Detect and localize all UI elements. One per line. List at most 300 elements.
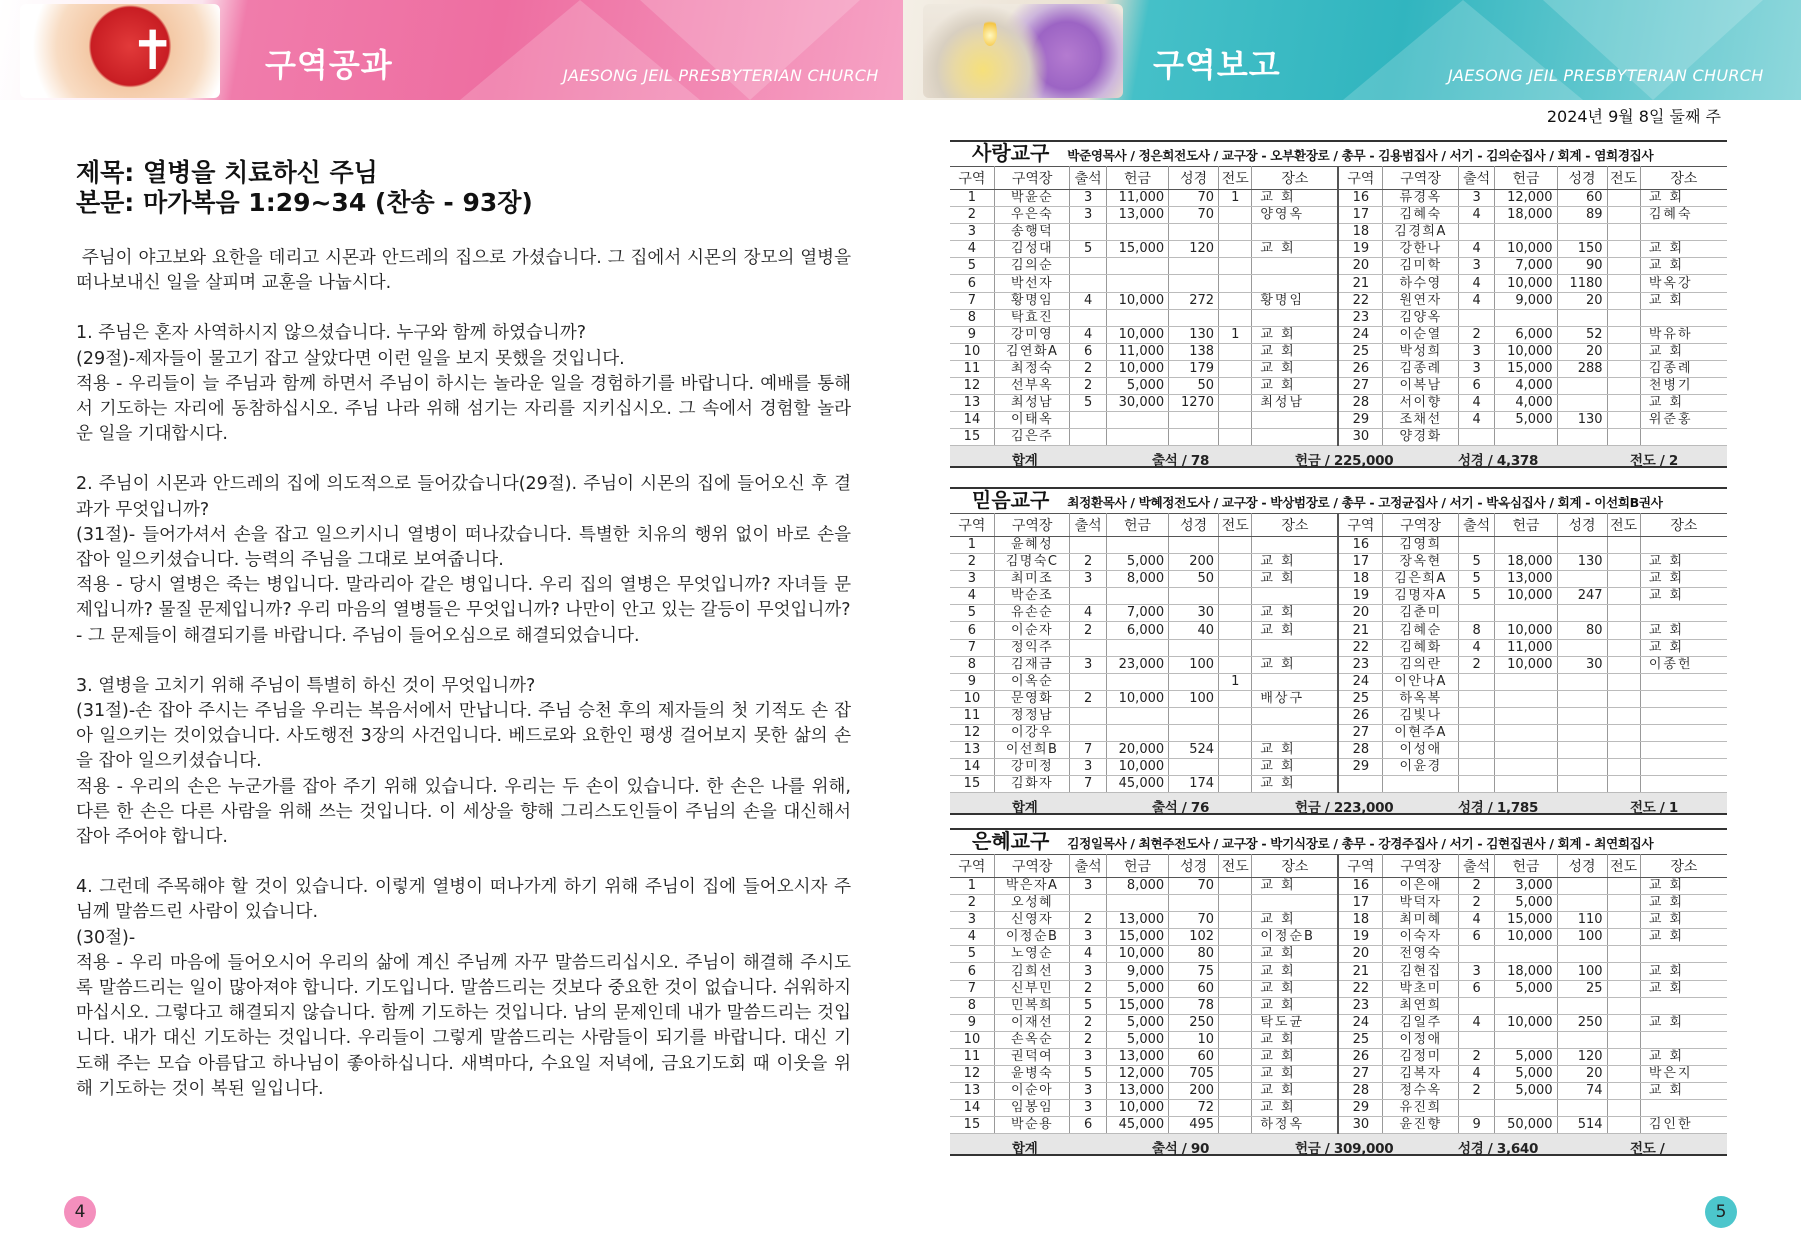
- table-cell: [1219, 878, 1252, 895]
- table-cell: [1458, 707, 1495, 724]
- page-number-right: 5: [1705, 1196, 1737, 1228]
- table-cell: [1557, 673, 1607, 690]
- table-cell: 1: [1219, 326, 1252, 343]
- table-cell: [1607, 690, 1640, 707]
- table-cell: [1169, 895, 1219, 912]
- lesson-paragraph: 주님이 야고보와 요한을 데리고 시몬과 안드레의 집으로 가셨습니다. 그 집에서 시몬의 장모의 열병을 떠나보내신 일을 살피며 교훈을 나눕시다.: [76, 248, 857, 294]
- table-cell: 4: [1458, 395, 1495, 412]
- table-cell: 1: [950, 190, 994, 207]
- table-cell: [1252, 429, 1339, 446]
- lesson-paragraph: (31절)- 들어가셔서 손을 잡고 일으키시니 열병이 떠나갔습니다. 특별한 치유의 행위 없이 바로 손을 잡아 일으키셨습니다. 능력의 주님을 그대로 보여줍니다.: [76, 524, 857, 571]
- table-cell: [1607, 309, 1640, 326]
- report-banner-title: 구역보고: [1153, 46, 1281, 84]
- table-cell: 130: [1169, 326, 1219, 343]
- table-cell: 조채선: [1383, 412, 1458, 429]
- table-cell: 21: [1338, 963, 1382, 980]
- table-cell: 40: [1169, 622, 1219, 639]
- table-cell: 교 회: [1640, 343, 1727, 360]
- table-cell: 10,000: [1106, 946, 1168, 963]
- table-row: [950, 759, 1727, 776]
- table-cell: 10: [950, 690, 994, 707]
- table-cell: 2: [1070, 378, 1107, 395]
- table-cell: [1219, 395, 1252, 412]
- table-cell: [1495, 759, 1557, 776]
- table-row: [950, 605, 1727, 622]
- table-cell: 9: [950, 673, 994, 690]
- table-cell: 2: [1458, 1083, 1495, 1100]
- table-cell: 2: [1070, 1014, 1107, 1031]
- table-cell: 박은지: [1640, 1066, 1727, 1083]
- table-cell: 10,000: [1495, 275, 1557, 292]
- table-cell: 8,000: [1106, 878, 1168, 895]
- table-cell: 23: [1338, 997, 1382, 1014]
- table-cell: 7: [1070, 742, 1107, 759]
- table-cell: 교 회: [1640, 241, 1727, 258]
- table-row: [950, 571, 1727, 588]
- table-cell: 10,000: [1106, 326, 1168, 343]
- table-cell: 12,000: [1106, 1066, 1168, 1083]
- table-cell: [1219, 639, 1252, 656]
- table-cell: 28: [1338, 1083, 1382, 1100]
- table-cell: [1458, 776, 1495, 793]
- table-row: [950, 588, 1727, 605]
- table-cell: [1169, 707, 1219, 724]
- lesson-paragraph: 적용 - 우리의 손은 누군가를 잡아 주기 위해 있습니다. 우리는 두 손이 있습니다. 한 손은 나를 위해, 다른 한 손은 다른 사람을 위해 쓰는 것입니다. 이 세상을 향해 그리스도인들이 주님의 손을 대신해서 잡아 주어야 합니다.: [76, 776, 857, 848]
- table-cell: 15,000: [1106, 241, 1168, 258]
- table-cell: 최미조: [994, 571, 1069, 588]
- totals-bible: 성경 / 3,640: [1458, 1141, 1539, 1158]
- column-header: 출석: [1070, 514, 1107, 537]
- table-cell: 15,000: [1495, 360, 1557, 377]
- table-cell: 13,000: [1495, 571, 1557, 588]
- table-cell: 19: [1338, 929, 1382, 946]
- column-header: 성경: [1169, 167, 1219, 190]
- table-cell: 11,000: [1495, 639, 1557, 656]
- table-cell: 황명임: [1252, 292, 1339, 309]
- table-cell: 원연자: [1383, 292, 1458, 309]
- table-cell: 문영화: [994, 690, 1069, 707]
- table-cell: 200: [1169, 554, 1219, 571]
- table-cell: [1640, 707, 1727, 724]
- table-cell: [1607, 537, 1640, 554]
- district-name: 사랑교구: [972, 141, 1050, 165]
- table-cell: 이종헌: [1640, 656, 1727, 673]
- column-header: 구역: [950, 167, 994, 190]
- table-cell: 이은애: [1383, 878, 1458, 895]
- table-cell: 7: [950, 292, 994, 309]
- table-cell: 19: [1338, 588, 1382, 605]
- table-cell: [1219, 929, 1252, 946]
- district-totals: [950, 1134, 1727, 1156]
- table-cell: 100: [1557, 929, 1607, 946]
- table-cell: 15: [950, 429, 994, 446]
- table-cell: 4,000: [1495, 395, 1557, 412]
- table-cell: 524: [1169, 742, 1219, 759]
- table-cell: [1607, 878, 1640, 895]
- table-cell: [1557, 690, 1607, 707]
- table-row: [950, 656, 1727, 673]
- table-cell: [1557, 725, 1607, 742]
- table-cell: [1252, 258, 1339, 275]
- column-header: 출석: [1070, 855, 1107, 878]
- table-cell: [1607, 207, 1640, 224]
- table-cell: 30: [1557, 656, 1607, 673]
- table-cell: 23,000: [1106, 656, 1168, 673]
- table-row: [950, 258, 1727, 275]
- table-cell: [1607, 241, 1640, 258]
- table-cell: 신영자: [994, 912, 1069, 929]
- table-cell: 80: [1557, 622, 1607, 639]
- table-row: [950, 292, 1727, 309]
- table-cell: 22: [1338, 980, 1382, 997]
- table-cell: 최연희: [1383, 997, 1458, 1014]
- table-cell: 4: [1458, 275, 1495, 292]
- column-header: 전도: [1219, 855, 1252, 878]
- table-cell: 7: [950, 639, 994, 656]
- totals-evangelism: 전도 /: [1630, 1141, 1665, 1158]
- table-cell: 1: [1219, 673, 1252, 690]
- table-cell: [1252, 673, 1339, 690]
- table-cell: 교 회: [1252, 605, 1339, 622]
- table-cell: 174: [1169, 776, 1219, 793]
- table-cell: 이순자: [994, 622, 1069, 639]
- table-cell: 정익주: [994, 639, 1069, 656]
- table-row: [950, 997, 1727, 1014]
- table-cell: [1607, 292, 1640, 309]
- table-cell: 김일주: [1383, 1014, 1458, 1031]
- table-cell: 3: [1458, 190, 1495, 207]
- table-cell: 교 회: [1252, 554, 1339, 571]
- table-cell: 1: [950, 537, 994, 554]
- table-cell: 2: [950, 895, 994, 912]
- table-cell: 김의란: [1383, 656, 1458, 673]
- table-cell: 10,000: [1495, 343, 1557, 360]
- column-header: 구역: [1338, 855, 1382, 878]
- table-cell: 박덕자: [1383, 895, 1458, 912]
- table-cell: 우은숙: [994, 207, 1069, 224]
- table-cell: [1557, 571, 1607, 588]
- district-staff: 최정환목사 / 박혜정전도사 / 교구장 - 박상범장로 / 총무 - 고정균집사 / 서기 - 박옥심집사 / 회계 - 이선희B권사: [1067, 495, 1663, 510]
- table-cell: 이현주A: [1383, 725, 1458, 742]
- table-cell: 10,000: [1106, 759, 1168, 776]
- lesson-banner-title: 구역공과: [265, 46, 393, 84]
- table-cell: 25: [1338, 343, 1382, 360]
- table-cell: [1219, 1083, 1252, 1100]
- table-cell: [1607, 759, 1640, 776]
- table-cell: [1219, 742, 1252, 759]
- table-cell: 27: [1338, 1066, 1382, 1083]
- table-cell: [1495, 429, 1557, 446]
- table-cell: [1252, 725, 1339, 742]
- table-cell: 3: [1070, 759, 1107, 776]
- table-cell: 김복자: [1383, 1066, 1458, 1083]
- table-cell: [1607, 258, 1640, 275]
- table-cell: 김정미: [1383, 1048, 1458, 1065]
- lesson-paragraph: 적용 - 우리 마음에 들어오시어 우리의 삶에 계신 주님께 자꾸 말씀드리십시오. 주님이 해결해 주시도록 말씀드리는 일이 많아져야 합니다. 기도입니다. 말씀드리는 것보다 중요한 것이 없습니다. 쉬워하지 마십시오. 그렇다고 해결되지 않습니다. 함께 기도하는 것입니다. 남의 문제인데 내가 말씀드리는 것입니다. 내가 대신 기도하는 것입니다. 우리들이 그렇게 말씀드리는 사람들이 되기를 바랍니다. 대신 기도해 주는 모습 아름답고 하나님이 좋아하십니다. 새벽마다, 수요일 저녁에, 금요기도회 때 이웃을 위해 기도하는 것이 복된 일입니다.: [76, 952, 857, 1099]
- column-header: 헌금: [1495, 167, 1557, 190]
- table-cell: [1607, 275, 1640, 292]
- table-cell: 이윤경: [1383, 759, 1458, 776]
- table-cell: [1495, 1100, 1557, 1117]
- table-cell: [1458, 605, 1495, 622]
- table-cell: [1640, 1031, 1727, 1048]
- table-cell: 배상구: [1252, 690, 1339, 707]
- table-row: [950, 673, 1727, 690]
- table-cell: [1557, 707, 1607, 724]
- table-cell: 11,000: [1106, 190, 1168, 207]
- lesson-column: [76, 158, 857, 1102]
- table-cell: 50: [1169, 571, 1219, 588]
- table-cell: 272: [1169, 292, 1219, 309]
- table-cell: [1070, 707, 1107, 724]
- heart-hands-image: [20, 4, 220, 98]
- district-staff: 박준영목사 / 정은희전도사 / 교구장 - 오부환장로 / 총무 - 김용범집사 / 서기 - 김의순집사 / 회계 - 염희경집사: [1067, 148, 1654, 163]
- table-cell: [1640, 309, 1727, 326]
- table-cell: 강미영: [994, 326, 1069, 343]
- table-cell: 교 회: [1252, 190, 1339, 207]
- table-cell: [1495, 605, 1557, 622]
- table-cell: 교 회: [1640, 292, 1727, 309]
- table-cell: 16: [1338, 190, 1382, 207]
- table-cell: [1495, 725, 1557, 742]
- table-cell: 15,000: [1106, 997, 1168, 1014]
- table-cell: 30,000: [1106, 395, 1168, 412]
- totals-label: 합계: [1012, 1141, 1038, 1158]
- table-cell: [1219, 1066, 1252, 1083]
- table-cell: 3: [950, 912, 994, 929]
- table-cell: [1458, 742, 1495, 759]
- table-cell: 교 회: [1640, 395, 1727, 412]
- table-cell: 5: [1458, 571, 1495, 588]
- table-cell: 60: [1557, 190, 1607, 207]
- table-cell: 74: [1557, 1083, 1607, 1100]
- table-cell: 27: [1338, 378, 1382, 395]
- table-cell: 12: [950, 1066, 994, 1083]
- table-cell: 하옥복: [1383, 690, 1458, 707]
- table-cell: 2: [950, 207, 994, 224]
- table-cell: [1252, 895, 1339, 912]
- table-cell: 3: [950, 571, 994, 588]
- table-row: [950, 707, 1727, 724]
- table-cell: 200: [1169, 1083, 1219, 1100]
- table-cell: 11: [950, 360, 994, 377]
- table-cell: 21: [1338, 275, 1382, 292]
- table-cell: 23: [1338, 309, 1382, 326]
- table-cell: 교 회: [1640, 980, 1727, 997]
- column-header: 성경: [1557, 167, 1607, 190]
- table-cell: [1458, 946, 1495, 963]
- table-cell: 75: [1169, 963, 1219, 980]
- table-cell: [1219, 912, 1252, 929]
- table-cell: 천병기: [1640, 378, 1727, 395]
- district-section-eunhye: [950, 828, 1727, 1156]
- table-cell: 박성희: [1383, 343, 1458, 360]
- table-cell: [1607, 1083, 1640, 1100]
- table-cell: [1219, 656, 1252, 673]
- table-cell: [1252, 639, 1339, 656]
- table-row: [950, 912, 1727, 929]
- table-cell: 김성대: [994, 241, 1069, 258]
- table-cell: [1495, 673, 1557, 690]
- table-cell: 박순용: [994, 1117, 1069, 1134]
- paragraph-gap: [76, 850, 851, 875]
- table-cell: [1219, 707, 1252, 724]
- column-header: 장소: [1640, 855, 1727, 878]
- table-cell: 교 회: [1252, 759, 1339, 776]
- totals-label: 합계: [1012, 800, 1038, 817]
- table-cell: 6: [1458, 378, 1495, 395]
- lesson-paragraph: (29절)-제자들이 물고기 잡고 살았다면 이런 일을 보지 못했을 것입니다.: [76, 348, 625, 369]
- table-cell: 3: [1070, 929, 1107, 946]
- lesson-body: [76, 246, 857, 1102]
- column-header: 전도: [1607, 167, 1640, 190]
- table-cell: 김양옥: [1383, 309, 1458, 326]
- table-cell: 5,000: [1495, 412, 1557, 429]
- column-header: 성경: [1169, 514, 1219, 537]
- table-cell: 김명숙C: [994, 554, 1069, 571]
- table-cell: [1607, 776, 1640, 793]
- table-cell: 5,000: [1106, 1031, 1168, 1048]
- table-cell: 2: [1070, 360, 1107, 377]
- table-cell: [1607, 190, 1640, 207]
- table-cell: 이태옥: [994, 412, 1069, 429]
- table-cell: [1070, 429, 1107, 446]
- table-cell: 김화자: [994, 776, 1069, 793]
- table-cell: 2: [1070, 912, 1107, 929]
- paragraph-gap: [76, 649, 851, 674]
- table-cell: [1219, 946, 1252, 963]
- table-cell: 강미정: [994, 759, 1069, 776]
- table-cell: [1219, 1048, 1252, 1065]
- table-row: [950, 963, 1727, 980]
- table-cell: [1106, 639, 1168, 656]
- table-cell: 교 회: [1252, 776, 1339, 793]
- table-cell: [1557, 378, 1607, 395]
- lesson-banner-subtitle: JAESONG JEIL PRESBYTERIAN CHURCH: [563, 66, 879, 85]
- table-cell: 교 회: [1252, 878, 1339, 895]
- table-cell: 7: [950, 980, 994, 997]
- table-cell: [1640, 673, 1727, 690]
- table-cell: 288: [1557, 360, 1607, 377]
- table-cell: 10: [1169, 1031, 1219, 1048]
- table-cell: 6: [950, 622, 994, 639]
- table-cell: 25: [1557, 980, 1607, 997]
- table-cell: 20: [1338, 258, 1382, 275]
- table-cell: [1219, 1014, 1252, 1031]
- totals-label: 합계: [1012, 453, 1038, 470]
- table-cell: 5: [1070, 997, 1107, 1014]
- table-cell: 교 회: [1252, 912, 1339, 929]
- table-cell: 52: [1557, 326, 1607, 343]
- table-cell: 5: [1070, 1066, 1107, 1083]
- table-cell: 6: [950, 963, 994, 980]
- lesson-paragraph: 3. 열병을 고치기 위해 주님이 특별히 하신 것이 무엇입니까?: [76, 675, 536, 696]
- table-cell: 교 회: [1252, 360, 1339, 377]
- table-cell: 김의순: [994, 258, 1069, 275]
- table-cell: 10,000: [1106, 1100, 1168, 1117]
- table-cell: [1070, 725, 1107, 742]
- table-cell: 4: [1458, 292, 1495, 309]
- table-cell: [1219, 429, 1252, 446]
- report-banner-subtitle: JAESONG JEIL PRESBYTERIAN CHURCH: [1448, 66, 1764, 85]
- table-cell: [1495, 742, 1557, 759]
- table-cell: 29: [1338, 1100, 1382, 1117]
- table-cell: 최성남: [994, 395, 1069, 412]
- table-cell: [1495, 537, 1557, 554]
- paragraph-gap: [76, 296, 851, 321]
- table-cell: 6: [1458, 929, 1495, 946]
- table-cell: 5,000: [1106, 1014, 1168, 1031]
- table-row: [950, 309, 1727, 326]
- table-cell: 이성애: [1383, 742, 1458, 759]
- table-cell: 강한나: [1383, 241, 1458, 258]
- table-cell: 선부옥: [994, 378, 1069, 395]
- table-cell: 3: [1070, 1083, 1107, 1100]
- table-cell: 교 회: [1252, 1066, 1339, 1083]
- table-cell: [1640, 224, 1727, 241]
- table-cell: 29: [1338, 759, 1382, 776]
- lesson-paragraph: 적용 - 당시 열병은 죽는 병입니다. 말라리아 같은 병입니다. 우리 집의 열병은 무엇입니까? 자녀들 문제입니까? 물질 문제입니까? 우리 마음의 열병들은 무엇입니까? 나만이 안고 있는 갈등이 무엇입니까?: [76, 575, 851, 621]
- table-cell: 13,000: [1106, 207, 1168, 224]
- table-cell: [1458, 429, 1495, 446]
- table-cell: 이안나A: [1383, 673, 1458, 690]
- table-cell: [1607, 929, 1640, 946]
- table-cell: 이순열: [1383, 326, 1458, 343]
- table-cell: 교 회: [1640, 190, 1727, 207]
- table-cell: 6: [1070, 343, 1107, 360]
- table-cell: 8: [950, 656, 994, 673]
- table-cell: 윤병숙: [994, 1066, 1069, 1083]
- table-cell: 72: [1169, 1100, 1219, 1117]
- table-cell: 3: [1070, 1100, 1107, 1117]
- table-cell: 60: [1169, 980, 1219, 997]
- table-cell: [1458, 309, 1495, 326]
- column-header: 헌금: [1106, 167, 1168, 190]
- table-cell: [1495, 997, 1557, 1014]
- table-cell: 15: [950, 1117, 994, 1134]
- table-cell: [1607, 912, 1640, 929]
- table-cell: [1495, 776, 1557, 793]
- table-cell: 18,000: [1495, 207, 1557, 224]
- table-cell: 교 회: [1252, 571, 1339, 588]
- table-cell: [1557, 742, 1607, 759]
- column-header: 구역장: [1383, 167, 1458, 190]
- table-cell: 박선자: [994, 275, 1069, 292]
- table-cell: [1338, 776, 1382, 793]
- table-cell: 20: [1338, 605, 1382, 622]
- table-cell: 김현집: [1383, 963, 1458, 980]
- table-cell: [1640, 997, 1727, 1014]
- table-cell: 18,000: [1495, 963, 1557, 980]
- table-cell: [1219, 690, 1252, 707]
- table-cell: 교 회: [1640, 588, 1727, 605]
- table-cell: 교 회: [1252, 1048, 1339, 1065]
- table-cell: [1607, 429, 1640, 446]
- table-cell: 514: [1557, 1117, 1607, 1134]
- table-cell: [1607, 395, 1640, 412]
- table-cell: 3: [1070, 963, 1107, 980]
- table-cell: [1169, 588, 1219, 605]
- table-cell: 120: [1557, 1048, 1607, 1065]
- table-cell: 노영순: [994, 946, 1069, 963]
- table-cell: 10,000: [1495, 588, 1557, 605]
- column-header: 출석: [1070, 167, 1107, 190]
- column-header: 장소: [1252, 167, 1339, 190]
- district-header: [950, 828, 1727, 854]
- lesson-banner: [0, 0, 903, 100]
- table-cell: 2: [1070, 690, 1107, 707]
- table-cell: 김재금: [994, 656, 1069, 673]
